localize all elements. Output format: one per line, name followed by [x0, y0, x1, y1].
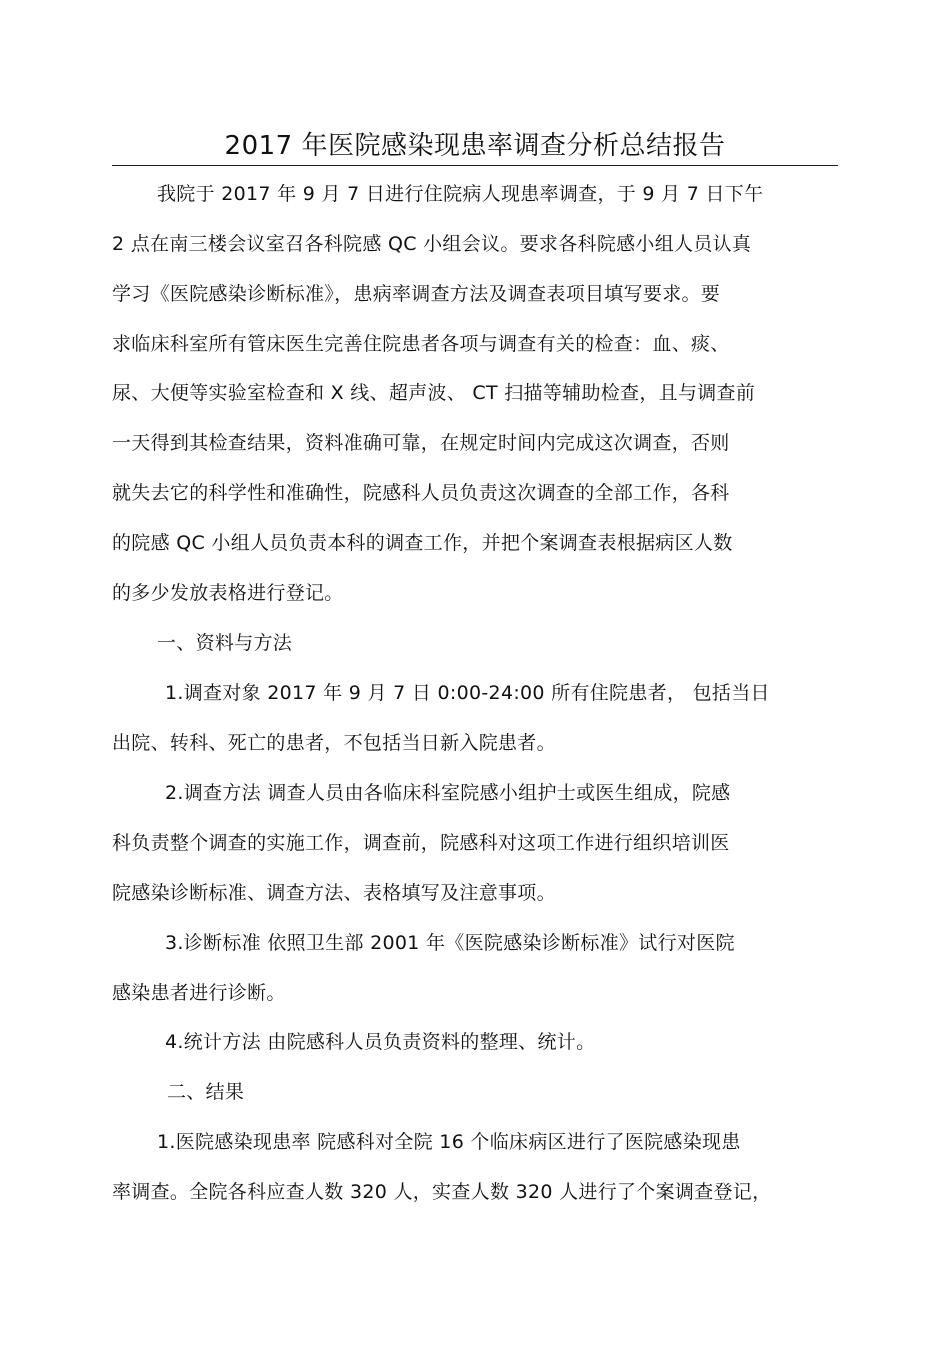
report-title: 2017 年医院感染现患率调查分析总结报告 — [224, 131, 726, 161]
paragraph-line: 率调查。全院各科应查人数 320 人，实查人数 320 人进行了个案调查登记， — [112, 1181, 772, 1203]
paragraph-line: 1.医院感染现患率 院感科对全院 16 个临床病区进行了医院感染现患 — [157, 1131, 741, 1153]
paragraph-line: 感染患者进行诊断。 — [112, 982, 286, 1004]
paragraph-line: 就失去它的科学性和准确性，院感科人员负责这次调查的全部工作，各科 — [112, 482, 730, 504]
paragraph-line: 我院于 2017 年 9 月 7 日进行住院病人现患率调查，于 9 月 7 日下午 — [157, 183, 764, 205]
paragraph-line: 2.调查方法 调查人员由各临床科室院感小组护士或医生组成，院感 — [165, 782, 731, 804]
paragraph-line: 求临床科室所有管床医生完善住院患者各项与调查有关的检查：血、痰、 — [112, 333, 730, 355]
paragraph-line: 2 点在南三楼会议室召各科院感 QC 小组会议。要求各科院感小组人员认真 — [112, 233, 752, 255]
paragraph-line: 一天得到其检查结果，资料准确可靠，在规定时间内完成这次调查，否则 — [112, 432, 730, 454]
paragraph-line: 4.统计方法 由院感科人员负责资料的整理、统计。 — [165, 1031, 596, 1053]
paragraph-line: 院感染诊断标准、调查方法、表格填写及注意事项。 — [112, 882, 556, 904]
paragraph-line: 出院、转科、死亡的患者，不包括当日新入院患者。 — [112, 732, 556, 754]
paragraph-line: 的多少发放表格进行登记。 — [112, 582, 344, 604]
section-heading: 一、资料与方法 — [157, 632, 293, 654]
title-underline — [112, 165, 838, 166]
paragraph-line: 科负责整个调查的实施工作，调查前，院感科对这项工作进行组织培训医 — [112, 832, 730, 854]
paragraph-line: 尿、大便等实验室检查和 X 线、超声波、 CT 扫描等辅助检查，且与调查前 — [112, 382, 756, 404]
section-heading: 二、结果 — [167, 1081, 245, 1103]
paragraph-line: 1.调查对象 2017 年 9 月 7 日 0:00-24:00 所有住院患者， 包括当日 — [165, 682, 770, 704]
paragraph-line: 学习《医院感染诊断标准》，患病率调查方法及调查表项目填写要求。要 — [112, 283, 721, 305]
paragraph-line: 的院感 QC 小组人员负责本科的调查工作，并把个案调查表根据病区人数 — [112, 532, 733, 554]
paragraph-line: 3.诊断标准 依照卫生部 2001 年《医院感染诊断标准》试行对医院 — [165, 932, 735, 954]
